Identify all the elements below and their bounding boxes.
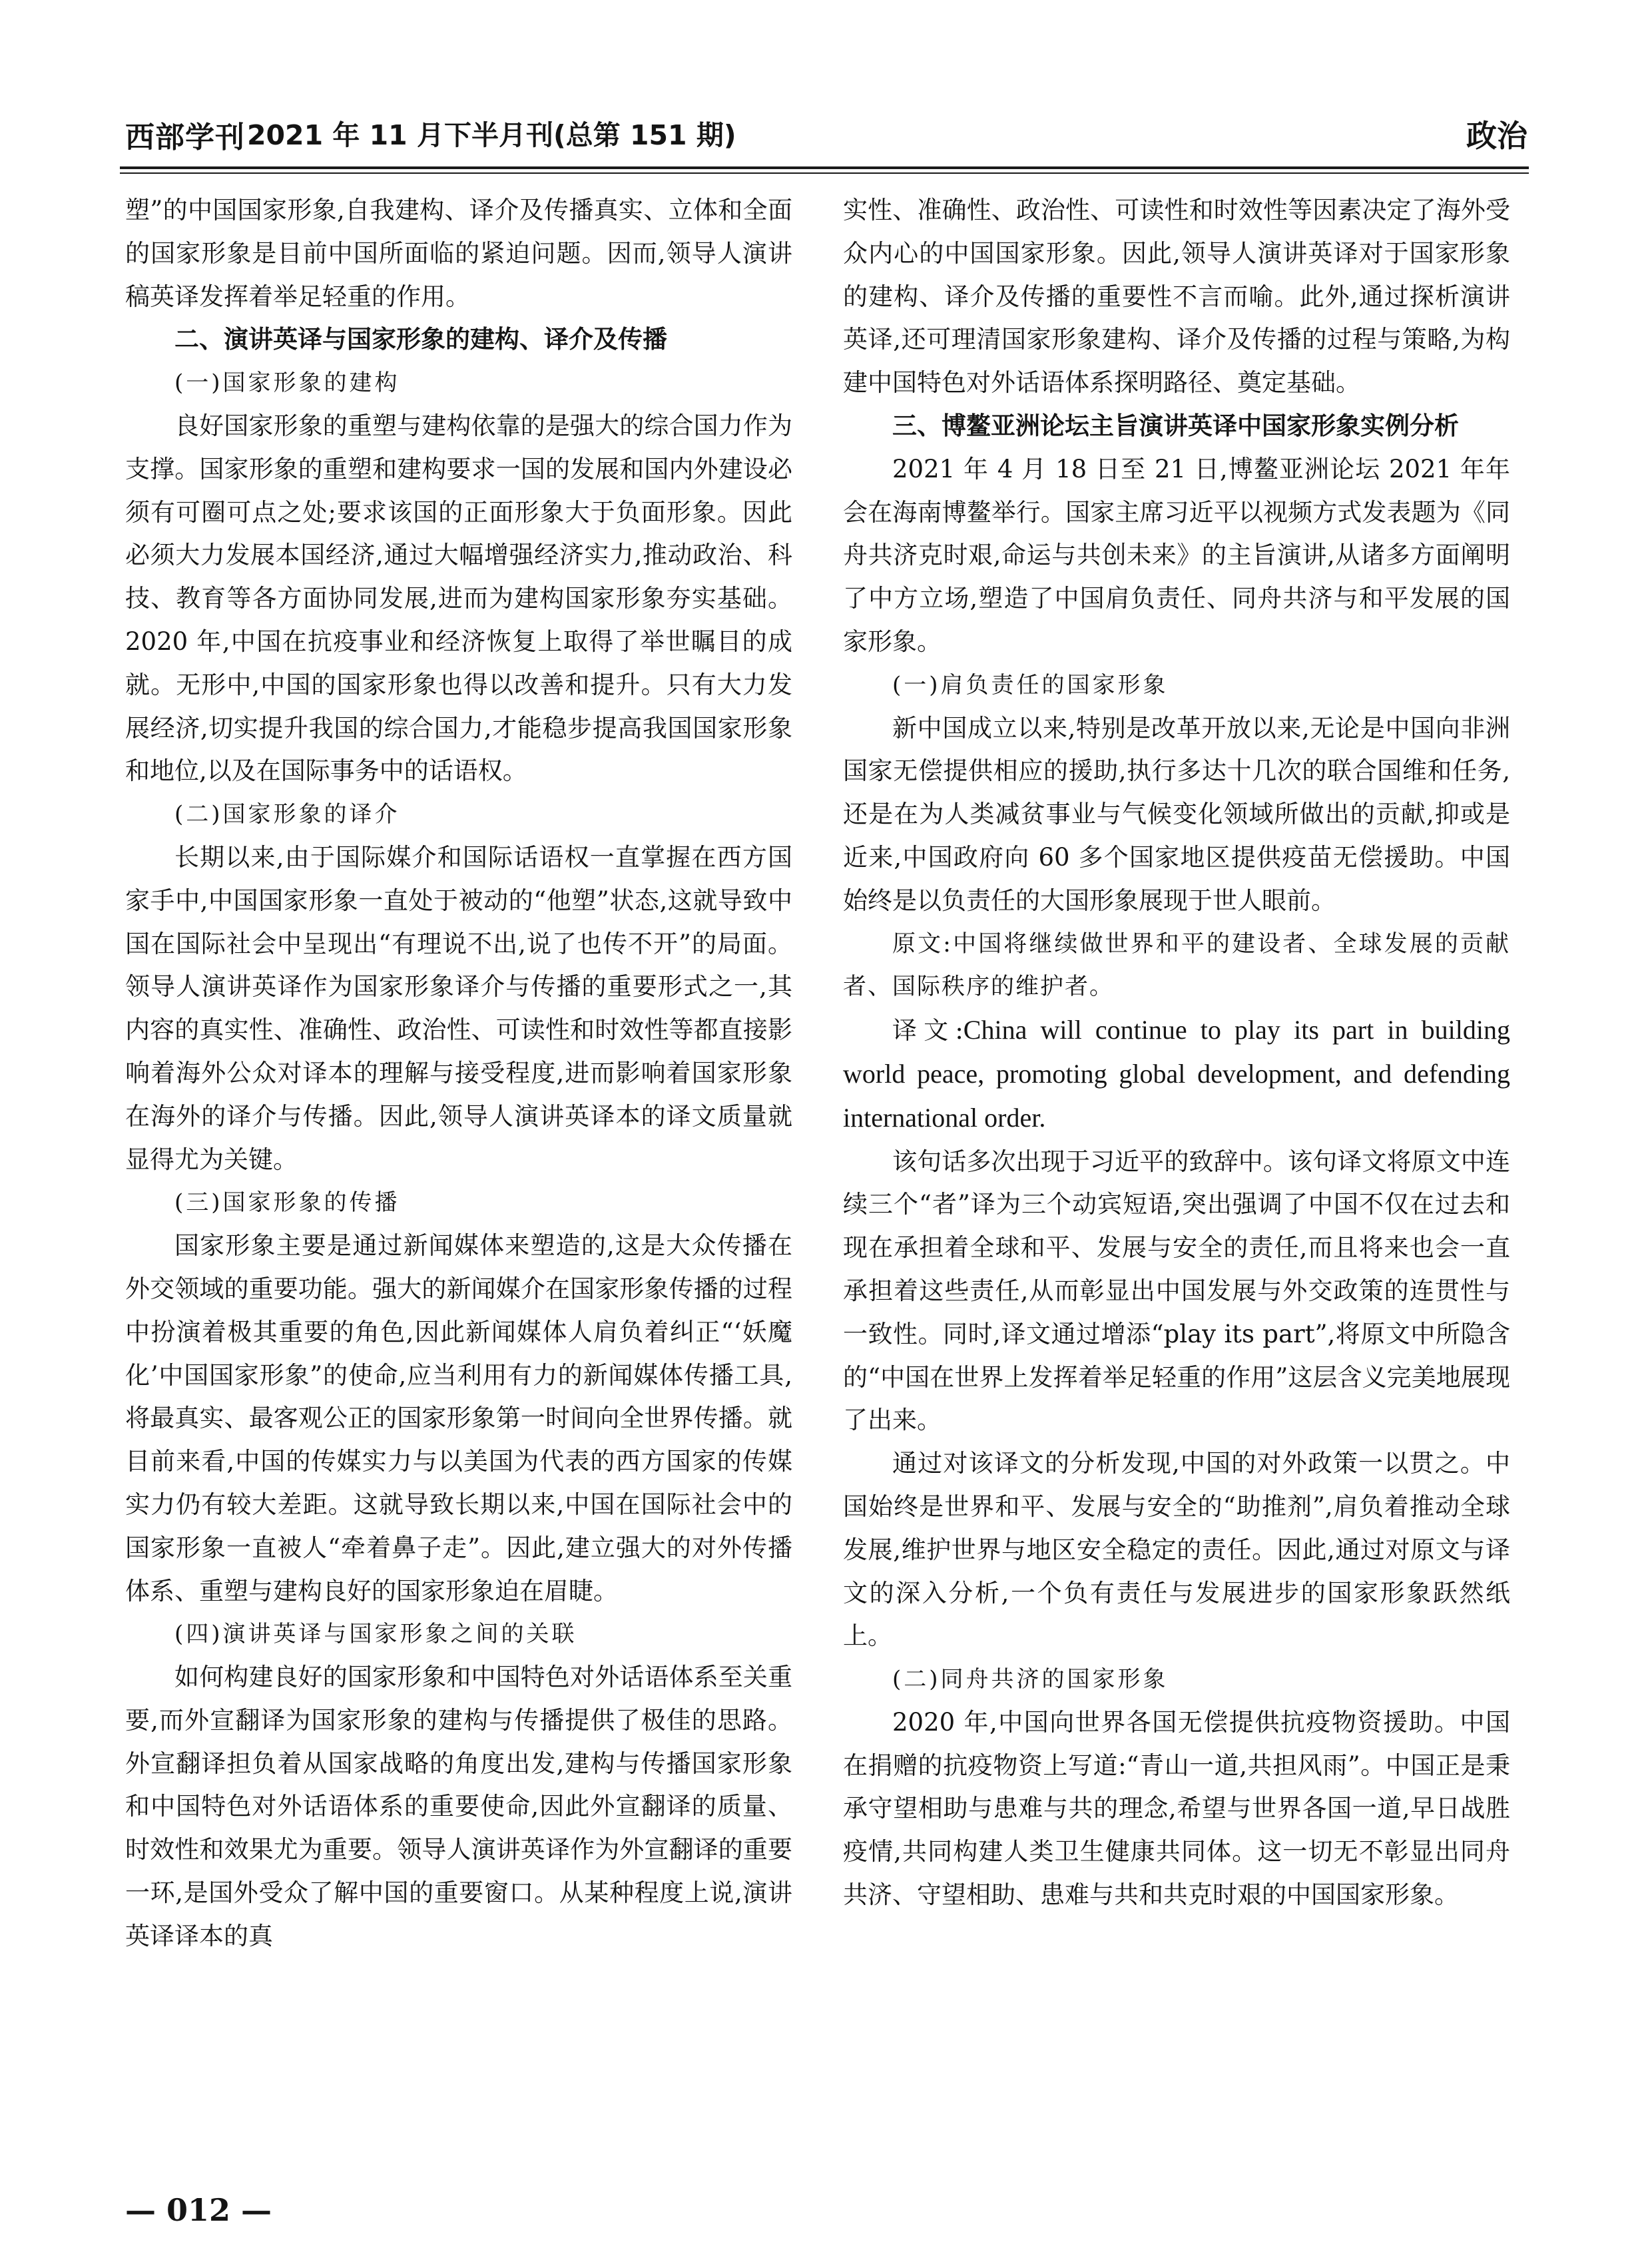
paragraph: 新中国成立以来,特别是改革开放以来,无论是中国向非洲国家无偿提供相应的援助,执行多达十几次的联合国维和任务,还是在为人类减贫事业与气候变化领域所做出的贡献,抑或是近来,中国政府向 60 多个国家地区提供疫苗无偿援助。中国始终是以负责任的大国形象展现于世人眼前。 — [843, 713, 1510, 915]
header-rule-thin — [120, 172, 1529, 174]
subsection-heading: (一)肩负责任的国家形象 — [892, 671, 1169, 699]
source-text-example: 原文:中国将继续做世界和平的建设者、全球发展的贡献者、国际秩序的维护者。 — [843, 930, 1510, 1001]
translation-text: China will continue to play its part in building world peace, promoting global development, and defending international order. — [843, 1015, 1511, 1133]
right-column — [843, 189, 1510, 1917]
translation-example — [843, 1009, 1510, 1140]
paragraph: 如何构建良好的国家形象和中国特色对外话语体系至关重要,而外宣翻译为国家形象的建构与传播提供了极佳的思路。外宣翻译担负着从国家战略的角度出发,建构与传播国家形象和中国特色对外话语体系的重要使命,因此外宣翻译的质量、时效性和效果尤为重要。领导人演讲英译作为外宣翻译的重要一环,是国外受众了解中国的重要窗口。从某种程度上说,演讲英译译本的真 — [125, 1663, 792, 1950]
running-header — [125, 112, 1527, 164]
journal-issue: 2021 年 11 月下半月刊(总第 151 期) — [247, 119, 736, 151]
journal-logo: 西部学刊 — [125, 121, 245, 154]
left-column — [125, 189, 792, 1958]
paragraph: 实性、准确性、政治性、可读性和时效性等因素决定了海外受众内心的中国国家形象。因此,领导人演讲英译对于国家形象的建构、译介及传播的重要性不言而喻。此外,通过探析演讲英译,还可理清国家形象建构、译介及传播的过程与策略,为构建中国特色对外话语体系探明路径、奠定基础。 — [843, 196, 1510, 398]
header-rule-thick — [120, 166, 1529, 169]
paragraph: 该句话多次出现于习近平的致辞中。该句译文将原文中连续三个“者”译为三个动宾短语,突出强调了中国不仅在过去和现在承担着全球和平、发展与安全的责任,而且将来也会一直承担着这些责任,从而彰显出中国发展与外交政策的连贯性与一致性。同时,译文通过增添“play its part”,将原文中所隐含的“中国在世界上发挥着举足轻重的作用”这层含义完美地展现了出来。 — [843, 1147, 1510, 1435]
subsection-heading: (四)演讲英译与国家形象之间的关联 — [174, 1621, 577, 1648]
paragraph: 长期以来,由于国际媒介和国际话语权一直掌握在西方国家手中,中国国家形象一直处于被动的“他塑”状态,这就导致中国在国际社会中呈现出“有理说不出,说了也传不开”的局面。领导人演讲英译作为国家形象译介与传播的重要形式之一,其内容的真实性、准确性、政治性、可读性和时效性等都直接影响着海外公众对译本的理解与接受程度,进而影响着国家形象在海外的译介与传播。因此,领导人演讲英译本的译文质量就显得尤为关键。 — [125, 842, 792, 1174]
paragraph: 2021 年 4 月 18 日至 21 日,博鳌亚洲论坛 2021 年年会在海南博鳌举行。国家主席习近平以视频方式发表题为《同舟共济克时艰,命运与共创未来》的主旨演讲,从诸多方面阐明了中方立场,塑造了中国肩负责任、同舟共济与和平发展的国家形象。 — [843, 454, 1510, 656]
subsection-heading: (二)国家形象的译介 — [174, 801, 400, 828]
paragraph: 2020 年,中国向世界各国无偿提供抗疫物资援助。中国在捐赠的抗疫物资上写道:“青山一道,共担风雨”。中国正是秉承守望相助与患难与共的理念,希望与世界各国一道,早日战胜疫情,共同构建人类卫生健康共同体。这一切无不彰显出同舟共济、守望相助、患难与共和共克时艰的中国国家形象。 — [843, 1707, 1510, 1910]
subsection-heading: (二)同舟共济的国家形象 — [892, 1666, 1169, 1693]
paragraph: 塑”的中国国家形象,自我建构、译介及传播真实、立体和全面的国家形象是目前中国所面临的紧迫问题。因而,领导人演讲稿英译发挥着举足轻重的作用。 — [125, 196, 792, 311]
section-tag: 政治 — [1466, 118, 1527, 154]
section-heading: 二、演讲英译与国家形象的建构、译介及传播 — [174, 325, 667, 354]
page-number: — 012 — — [125, 2192, 272, 2228]
paragraph: 通过对该译文的分析发现,中国的对外政策一以贯之。中国始终是世界和平、发展与安全的“助推剂”,肩负着推动全球发展,维护世界与地区安全稳定的责任。因此,通过对原文与译文的深入分析,一个负有责任与发展进步的国家形象跃然纸上。 — [843, 1449, 1510, 1651]
subsection-heading: (三)国家形象的传播 — [174, 1189, 400, 1217]
subsection-heading: (一)国家形象的建构 — [174, 370, 400, 397]
section-heading: 三、博鳌亚洲论坛主旨演讲英译中国家形象实例分析 — [892, 411, 1459, 440]
paragraph: 良好国家形象的重塑与建构依靠的是强大的综合国力作为支撑。国家形象的重塑和建构要求一国的发展和国内外建设必须有可圈可点之处;要求该国的正面形象大于负面形象。因此必须大力发展本国经济,通过大幅增强经济实力,推动政治、科技、教育等各方面协同发展,进而为建构国家形象夯实基础。2020 年,中国在抗疫事业和经济恢复上取得了举世瞩目的成就。无形中,中国的国家形象也得以改善和提升。只有大力发展经济,切实提升我国的综合国力,才能稳步提高我国国家形象和地位,以及在国际事务中的话语权。 — [125, 411, 792, 786]
translation-label: 译文: — [892, 1016, 964, 1045]
paragraph: 国家形象主要是通过新闻媒体来塑造的,这是大众传播在外交领域的重要功能。强大的新闻媒介在国家形象传播的过程中扮演着极其重要的角色,因此新闻媒体人肩负着纠正“‘妖魔化’中国国家形象”的使命,应当利用有力的新闻媒体传播工具,将最真实、最客观公正的国家形象第一时间向全世界传播。就目前来看,中国的传媒实力与以美国为代表的西方国家的传媒实力仍有较大差距。这就导致长期以来,中国在国际社会中的国家形象一直被人“牵着鼻子走”。因此,建立强大的对外传播体系、重塑与建构良好的国家形象迫在眉睫。 — [125, 1231, 792, 1605]
